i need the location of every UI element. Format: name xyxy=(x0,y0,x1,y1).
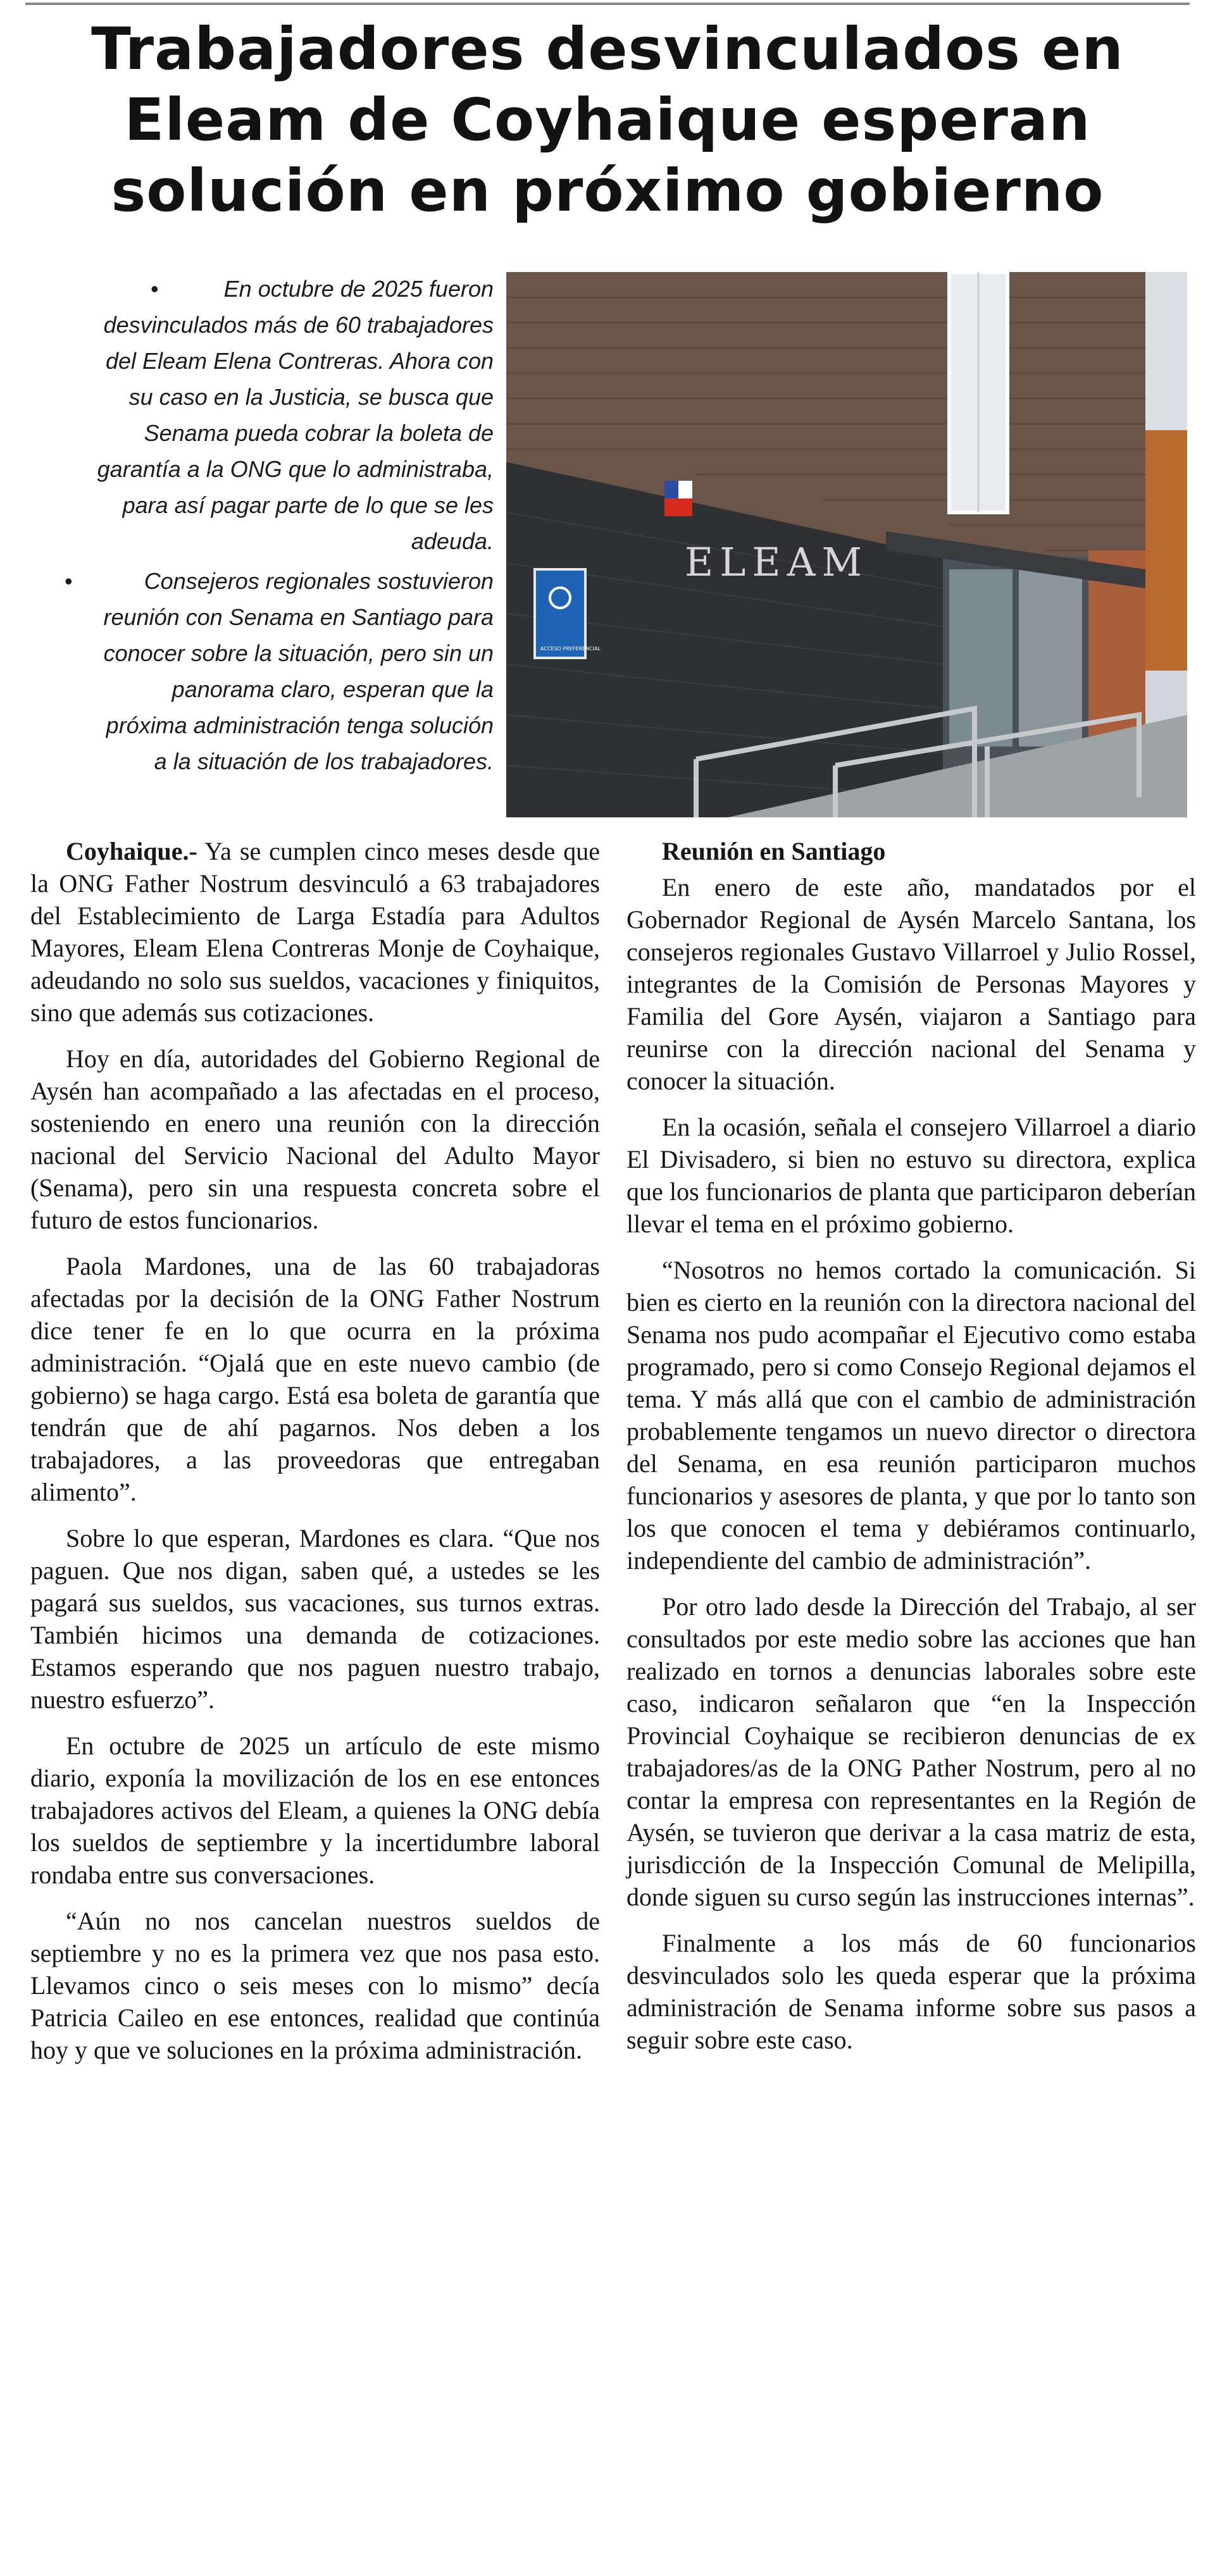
article-paragraph: Por otro lado desde la Dirección del Trabajo, al ser consultados por este medio sobre las acciones que han realizado en tornos a denuncias laborales sobre este caso, indicaron señalaron que “en la Inspección Provincial Coyhaique se recibieron denuncias de ex trabajadores/as de la ONG Pather Nostrum, pero al no contar la empresa con representantes en la Región de Aysén, se tuvieron que derivar a la casa matriz de esta, jurisdicción de la Inspección Comunal de Melipilla, donde siguen su curso según las instrucciones internas”. xyxy=(626,1592,1196,1911)
article-column-left xyxy=(30,835,600,2080)
article-paragraph: Finalmente a los más de 60 funcionarios desvinculados solo les queda esperar que la próxima administración de Senama informe sobre sus pasos a seguir sobre este caso. xyxy=(626,1929,1196,2054)
headline-line: solución en próximo gobierno xyxy=(111,157,1104,225)
dateline: Coyhaique.- xyxy=(66,837,197,865)
article-paragraph: Coyhaique.- Ya se cumplen cinco meses desde que la ONG Father Nostrum desvinculó a 63 trabajadores del Establecimiento de Larga Estadía para Adultos Mayores, Eleam Elena Contreras Monje de Coyhaique, adeudando no solo sus sueldos, vacaciones y finiquitos, sino que además sus cotizaciones. xyxy=(30,837,600,1027)
headline xyxy=(25,14,1190,226)
summary-bullet: • Consejeros regionales sostuvieron reunión con Senama en Santiago para conocer sobre la situación, pero sin un panorama claro, esperan que la próxima administración tenga solución a la situación de los trabajadores. xyxy=(38,563,494,779)
article-paragraph: En enero de este año, mandatados por el Gobernador Regional de Aysén Marcelo Santana, los consejeros regionales Gustavo Villarroel y Julio Rossel, integrantes de la Comisión de Personas Mayores y Familia del Gore Aysén, viajaron a Santiago para reunirse con la dirección nacional del Senama y conocer la situación. xyxy=(626,873,1196,1095)
article-paragraph: En la ocasión, señala el consejero Villarroel a diario El Divisadero, si bien no estuvo su directora, explica que los funcionarios de planta que participaron deberían llevar el tema en el próximo gobierno. xyxy=(626,1113,1196,1238)
top-rule xyxy=(25,3,1190,5)
accessibility-sign: ACCESO PREFERENCIAL xyxy=(540,646,601,652)
article-paragraph: Sobre lo que esperan, Mardones es clara. “Que nos paguen. Que nos digan, saben qué, a ustedes se les pagará sus sueldos, sus vacaciones, sus turnos extras. También hicimos una demanda de cotizaciones. Estamos esperando que nos paguen nuestro trabajo, nuestro esfuerzo”. xyxy=(30,1524,600,1714)
subheading: Reunión en Santiago xyxy=(662,837,886,865)
eleam-sign: ELEAM xyxy=(685,539,868,585)
eleam-building-photo xyxy=(506,272,1187,817)
article-paragraph: “Nosotros no hemos cortado la comunicación. Si bien es cierto en la reunión con la directora nacional del Senama nos pudo acompañar el Ejecutivo como estaba programado, pero si como Consejo Regional dejamos el tema. Y más allá que con el cambio de administración probablemente tengamos un nuevo director o directora del Senama, en esa reunión participaron muchos funcionarios y asesores de planta, y que por lo tanto son los que conocen el tema y debiéramos continuarlo, independiente del cambio de administración”. xyxy=(626,1256,1196,1575)
summary-bullets xyxy=(38,271,494,783)
article-column-right xyxy=(626,835,1196,2070)
headline-line: Trabajadores desvinculados en xyxy=(91,15,1124,83)
article-paragraph: “Aún no nos cancelan nuestros sueldos de septiembre y no es la primera vez que nos pasa esto. Llevamos cinco o seis meses con lo mismo” decía Patricia Caileo en ese entonces, realidad que continúa hoy y que ve soluciones en la próxima administración. xyxy=(30,1907,600,2064)
article-paragraph: Hoy en día, autoridades del Gobierno Regional de Aysén han acompañado a las afectadas en el proceso, sosteniendo en enero una reunión con la dirección nacional del Servicio Nacional del Adulto Mayor (Senama), pero sin una respuesta concreta sobre el futuro de estos funcionarios. xyxy=(30,1044,600,1234)
article-paragraph: Paola Mardones, una de las 60 trabajadoras afectadas por la decisión de la ONG Father Nostrum dice tener fe en lo que ocurra en la próxima administración. “Ojalá que en este nuevo cambio (de gobierno) se haga cargo. Está esa boleta de garantía que tendrán que de ahí pagarnos. Nos deben a los trabajadores, a las proveedoras que entregaban alimento”. xyxy=(30,1252,600,1506)
headline-line: Eleam de Coyhaique esperan xyxy=(124,86,1091,154)
summary-bullet: • En octubre de 2025 fueron desvinculados más de 60 trabajadores del Eleam Elena Contreras. Ahora con su caso en la Justicia, se busca que Senama pueda cobrar la boleta de garantía a la ONG que lo administraba, para así pagar parte de lo que se les adeuda. xyxy=(38,271,494,559)
article-paragraph: En octubre de 2025 un artículo de este mismo diario, exponía la movilización de los en ese entonces trabajadores activos del Eleam, a quienes la ONG debía los sueldos de septiembre y la incertidumbre laboral rondaba entre sus conversaciones. xyxy=(30,1731,600,1889)
